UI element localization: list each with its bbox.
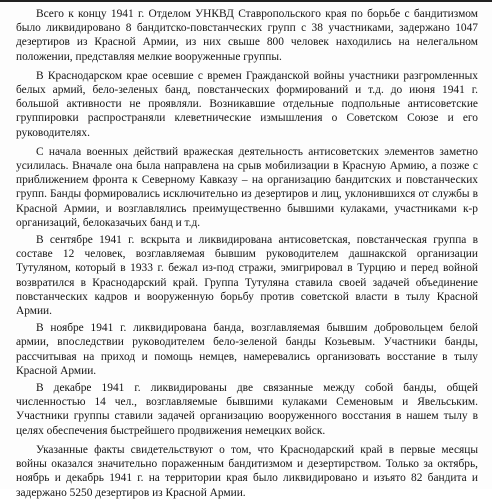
paragraph-september-group: В сентябре 1941 г. вскрыта и ликвидирована антисоветская, повстанческая группа в составе 12 человек, возглавляемая бывшим руководителем дашнакской организации Тутуляном, который в 1933 г. бежал из-под стражи, эмигрировал в Турцию и перед войной возвратился в Краснодарский край. Группа Тутуляна ставила своей задачей объединение повстанческих кадров и вооруженную борьбу против советской власти в тылу Красной Армии. (16, 234, 478, 318)
paragraph-wartime-activity: С начала военных действий вражеская деятельность антисоветских элементов заметно усилилась. Вначале она была направлена на срыв мобилизации в Красную Армию, а позже с приближением фронта к Северному Кавказу – на организацию бандитских и повстанческих групп. Банды формировались исключительно из дезертиров и лиц, уклонившихся от службы в Красной Армии, и возглавлялись преимущественно бывшими кулаками, участниками к-р организаций, белоказачьих банд и т.д. (16, 145, 478, 229)
paragraph-november-band: В ноябре 1941 г. ликвидирована банда, возглавляемая бывшим добровольцем белой армии, впоследствии руководителем бело-зеленой банды Козьевым. Участники банды, рассчитывая на приход и помощь немцев, намеревались организовать восстание в тылу Красной Армии. (16, 322, 478, 377)
paragraph-krasnodar-prewar: В Краснодарском крае осевшие с времен Гражданской войны участники разгромленных белых армий, бело-зеленых банд, повстанческих формирований и т.д. до июня 1941 г. большой активности не проявляли. Возникавшие отдельные подпольные антисоветские группировки распространяли клеветнические измышления о Советском Союзе и его руководителях. (16, 69, 478, 139)
paragraph-conclusion: Указанные факты свидетельствуют о том, что Краснодарский край в первые месяцы войны оказался значительно пораженным бандитизмом и дезертирством. Только за октябрь, ноябрь и декабрь 1941 г. на территории края было ликвидировано и изъято 82 бандита и задержано 5250 дезертиров из Красной Армии. (16, 443, 478, 499)
paragraph-stavropol-summary: Всего к концу 1941 г. Отделом УНКВД Ставропольского края по борьбе с бандитизмом было ликвидировано 8 бандитско-повстанческих групп с 38 участниками, задержано 1047 дезертиров из Красной Армии, из них свыше 800 человек находились на нелегальном положении, представляя мелкие вооруженные группы. (16, 8, 478, 63)
document-body (16, 7, 478, 503)
paragraph-december-bands: В декабре 1941 г. ликвидированы две связанные между собой банды, общей численностью 14 чел., возглавляемые бывшими кулаками Семеновым и Явельським. Участники группы ставили задачей организацию вооруженного восстания в нашем тылу в целях обеспечения быстрейшего продвижения немецких войск. (16, 382, 478, 437)
